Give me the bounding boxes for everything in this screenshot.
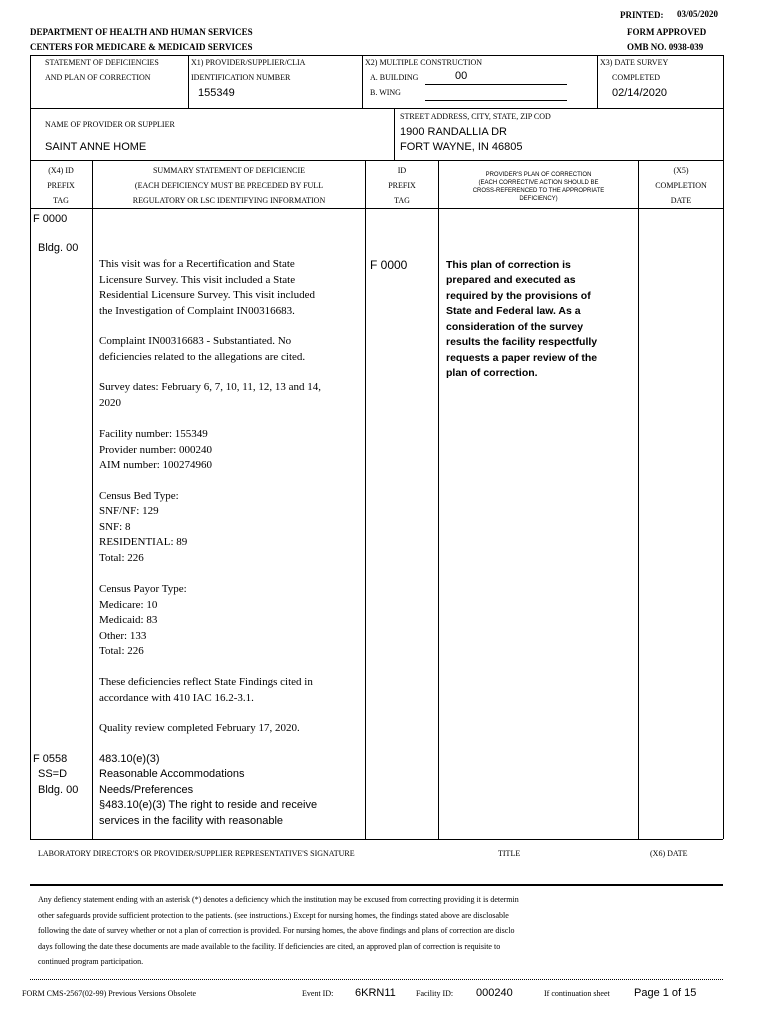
id-label: ID xyxy=(397,166,407,175)
summary-line: Census Bed Type: xyxy=(99,490,179,502)
x3-completed-label: COMPLETED xyxy=(612,73,660,82)
building-tag-1: Bldg. 00 xyxy=(38,242,79,254)
event-id-label: Event ID: xyxy=(302,989,334,998)
x5-completion-label: COMPLETION xyxy=(655,181,707,190)
plan-line: consideration of the survey xyxy=(446,321,584,333)
facility-id-value: 000240 xyxy=(476,987,513,999)
summary-line: SNF: 8 xyxy=(99,521,131,533)
summary-line: Total: 226 xyxy=(99,645,144,657)
f558-line: §483.10(e)(3) The right to reside and receive xyxy=(99,799,318,811)
summary-header-1: SUMMARY STATEMENT OF DEFICIENCIE xyxy=(152,166,306,175)
building-underline xyxy=(425,84,567,85)
body-bottom-border xyxy=(30,839,723,840)
wing-underline xyxy=(425,100,567,101)
building-tag-2: Bldg. 00 xyxy=(38,784,79,796)
id-prefix-tag-f0000: F 0000 xyxy=(370,258,408,272)
provider-name-label: NAME OF PROVIDER OR SUPPLIER xyxy=(45,120,175,129)
summary-header-3: REGULATORY OR LSC IDENTIFYING INFORMATION xyxy=(132,196,326,205)
plan-line: required by the provisions of xyxy=(446,290,591,302)
row-divider-2 xyxy=(30,160,723,161)
divider-address xyxy=(394,108,395,160)
summary-line: These deficiencies reflect State Findings cited in xyxy=(99,676,313,688)
address-line-1: 1900 RANDALLIA DR xyxy=(400,126,507,138)
f558-line: 483.10(e)(3) xyxy=(99,753,160,765)
title-label: TITLE xyxy=(498,849,521,858)
summary-line: 2020 xyxy=(99,397,121,409)
centers-name: CENTERS FOR MEDICARE & MEDICAID SERVICES xyxy=(30,42,253,52)
plan-header-4: DEFICIENCY) xyxy=(519,196,558,202)
notice-line: following the date of survey whether or not a plan of correction is provided. For nursing homes, the above findings and plans of correction are disclo xyxy=(38,926,515,935)
header-bottom-divider xyxy=(30,208,723,209)
signature-bottom-border xyxy=(30,884,723,886)
f558-line: Needs/Preferences xyxy=(99,784,194,796)
plan-correction-label: AND PLAN OF CORRECTION xyxy=(45,73,151,82)
plan-line: State and Federal law. As a xyxy=(446,305,581,317)
id-prefix-label: PREFIX xyxy=(388,181,416,190)
plan-line: plan of correction. xyxy=(446,367,538,379)
page-number: Page 1 of 15 xyxy=(634,987,697,999)
summary-line: Residential Licensure Survey. This visit included xyxy=(99,289,315,301)
summary-line: Quality review completed February 17, 2020. xyxy=(99,722,300,734)
x4-prefix-label: PREFIX xyxy=(47,181,75,190)
continuation-label: If continuation sheet xyxy=(544,989,610,998)
col-divider-3 xyxy=(438,160,439,839)
building-value: 00 xyxy=(455,70,468,82)
summary-line: This visit was for a Recertification and State xyxy=(99,258,295,270)
f558-line: services in the facility with reasonable xyxy=(99,815,284,827)
form-number: FORM CMS-2567(02-99) Previous Versions Obsolete xyxy=(22,989,197,998)
plan-header-3: CROSS-REFERENCED TO THE APPROPRIATE xyxy=(472,188,605,194)
address-label: STREET ADDRESS, CITY, STATE, ZIP COD xyxy=(400,112,551,121)
summary-line: RESIDENTIAL: 89 xyxy=(99,536,188,548)
x4-id-label: (X4) ID xyxy=(48,166,74,175)
summary-line: Other: 133 xyxy=(99,630,147,642)
x1-identification-label: IDENTIFICATION NUMBER xyxy=(191,73,291,82)
notice-line: days following the date these documents are made available to the facility. If deficiencies are cited, an approved plan of correction is requisite to xyxy=(38,942,501,951)
summary-line: the Investigation of Complaint IN00316683. xyxy=(99,305,295,317)
summary-line: Census Payor Type: xyxy=(99,583,187,595)
plan-line: results the facility respectfully xyxy=(446,336,598,348)
summary-line: Provider number: 000240 xyxy=(99,444,213,456)
provider-name-value: SAINT ANNE HOME xyxy=(45,141,147,153)
facility-id-label: Facility ID: xyxy=(416,989,454,998)
x5-date-label: DATE xyxy=(670,196,692,205)
divider-x2 xyxy=(362,55,363,108)
summary-line: Medicaid: 83 xyxy=(99,614,158,626)
x4-tag-label: TAG xyxy=(53,196,69,205)
notice-line: Any defiency statement ending with an asterisk (*) denotes a deficiency which the institution may be excused from correcting providing it is determin xyxy=(38,895,519,904)
col-divider-2 xyxy=(365,160,366,839)
summary-line: Medicare: 10 xyxy=(99,599,158,611)
wing-label: B. WING xyxy=(370,88,401,97)
summary-line: Facility number: 155349 xyxy=(99,428,208,440)
x5-label: (X5) xyxy=(673,166,689,175)
summary-header-2: (EACH DEFICIENCY MUST BE PRECEDED BY FULL xyxy=(134,181,324,190)
summary-line: Survey dates: February 6, 7, 10, 11, 12, 13 and 14, xyxy=(99,381,322,393)
prefix-tag-f0558: F 0558 xyxy=(33,753,68,765)
summary-line: deficiencies related to the allegations are cited. xyxy=(99,351,306,363)
scope-severity-tag: SS=D xyxy=(38,768,68,780)
x2-label: X2) MULTIPLE CONSTRUCTION xyxy=(365,58,483,67)
frame-right-border xyxy=(723,55,724,839)
printed-label: PRINTED: xyxy=(620,10,664,20)
f558-line: Reasonable Accommodations xyxy=(99,768,245,780)
plan-line: prepared and executed as xyxy=(446,274,576,286)
address-line-2: FORT WAYNE, IN 46805 xyxy=(400,141,523,153)
notice-line: other safeguards provide sufficient protection to the patients. (see instructions.) Except for nursing homes, the findings stated above are disclosable xyxy=(38,911,509,920)
col-divider-1 xyxy=(92,160,93,839)
x1-identification-value: 155349 xyxy=(198,87,235,99)
statement-label: STATEMENT OF DEFICIENCIES xyxy=(45,58,159,67)
survey-completed-date: 02/14/2020 xyxy=(612,87,668,99)
summary-line: accordance with 410 IAC 16.2-3.1. xyxy=(99,692,254,704)
department-name: DEPARTMENT OF HEALTH AND HUMAN SERVICES xyxy=(30,27,253,37)
divider-x1 xyxy=(188,55,189,108)
plan-line: This plan of correction is xyxy=(446,259,571,271)
summary-line: AIM number: 100274960 xyxy=(99,459,213,471)
summary-line: Total: 226 xyxy=(99,552,144,564)
divider-x3 xyxy=(597,55,598,108)
frame-top-border xyxy=(30,55,723,56)
plan-header-2: (EACH CORRECTIVE ACTION SHOULD BE xyxy=(478,180,599,186)
event-id-value: 6KRN11 xyxy=(355,987,396,999)
notice-line: continued program participation. xyxy=(38,957,144,966)
printed-date: 03/05/2020 xyxy=(677,9,719,19)
id-tag-label: TAG xyxy=(394,196,410,205)
x1-label: X1) PROVIDER/SUPPLIER/CLIA xyxy=(191,58,306,67)
summary-line: Complaint IN00316683 - Substantiated. No xyxy=(99,335,292,347)
summary-line: SNF/NF: 129 xyxy=(99,505,159,517)
signature-date-label: (X6) DATE xyxy=(650,849,688,858)
signature-label: LABORATORY DIRECTOR'S OR PROVIDER/SUPPLIER REPRESENTATIVE'S SIGNATURE xyxy=(38,849,355,858)
omb-number: OMB NO. 0938-039 xyxy=(627,42,704,52)
prefix-tag-f0000: F 0000 xyxy=(33,213,68,225)
plan-line: requests a paper review of the xyxy=(446,352,598,364)
building-label: A. BUILDING xyxy=(370,73,419,82)
summary-line: Licensure Survey. This visit included a State xyxy=(99,274,296,286)
footer-divider xyxy=(30,979,723,980)
col-divider-4 xyxy=(638,160,639,839)
form-approved-label: FORM APPROVED xyxy=(627,27,707,37)
x3-label: X3) DATE SURVEY xyxy=(600,58,669,67)
plan-header-1: PROVIDER'S PLAN OF CORRECTION xyxy=(485,172,592,178)
row-divider-1 xyxy=(30,108,723,109)
